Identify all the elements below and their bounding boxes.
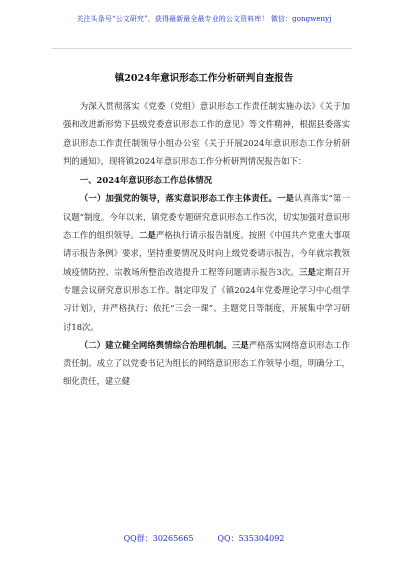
- subsection-2-heading: （二）建立健全网络舆情综合治理机制。: [79, 339, 232, 350]
- point-text-2: 严格执行请示报告制度。按照《中国共产党重大事项请示报告条例》要求，坚持重要情况及时向上级党委请示报告，今年就宗教领域疫情防控、宗教场所整治改造提升工程等问题请示报告3次。: [63, 230, 351, 277]
- footer-contact: [0, 533, 408, 544]
- point-marker-1: 一是: [277, 193, 295, 204]
- point-marker-2-3: 三是: [231, 339, 249, 350]
- section-heading-1: 一、2024年意识形态工作总体情况: [79, 175, 212, 186]
- point-marker-3: 三是: [298, 266, 317, 277]
- header-divider: [52, 48, 352, 49]
- subsection-1-paragraph: [63, 189, 350, 335]
- document-body: [63, 97, 350, 391]
- subsection-2-paragraph: [63, 336, 350, 391]
- header-ad-banner: 关注头条号“公文研究”，获得最新最全最专业的公文资料库！ 微信：gongwenyj: [76, 15, 332, 23]
- footer-qq: QQ：535304092: [217, 534, 285, 543]
- footer-qq-group: QQ群：30265665: [123, 534, 194, 543]
- intro-paragraph: 为深入贯彻落实《党委（党组）意识形态工作责任制实施办法》《关于加强和改进新形势下县级党委意识形态工作的意见》等文件精神，根据县委落实意识形态工作责任制领导小组办公室《关于开展2024年意识形态工作分析研判的通知》，现将镇2024年意识形态工作分析研判情况报告如下：: [63, 101, 350, 166]
- point-text-3: 定期召开专题会议研究意识形态工作。制定印发了《镇2024年党委理论学习中心组学习计划》，并严格执行；依托“三会一课”、主题党日等制度，开展集中学习研讨18次。: [63, 266, 351, 332]
- point-text-1: 认真落实“第一议题”制度。今年以来，镇党委专题研究意识形态工作5次，切实加强对意识形态工作的组织领导。: [63, 193, 350, 241]
- subsection-1-heading: （一）加强党的领导，落实意识形态工作主体责任。: [79, 193, 278, 204]
- document-title: 镇2024年意识形态工作分析研判自查报告: [114, 73, 294, 84]
- point-marker-2: 二是: [139, 230, 156, 241]
- point-text-2-3: 严格落实网络意识形态工作责任制。成立了以党委书记为组长的网络意识形态工作领导小组，明确分工，细化责任，建立健: [63, 339, 351, 387]
